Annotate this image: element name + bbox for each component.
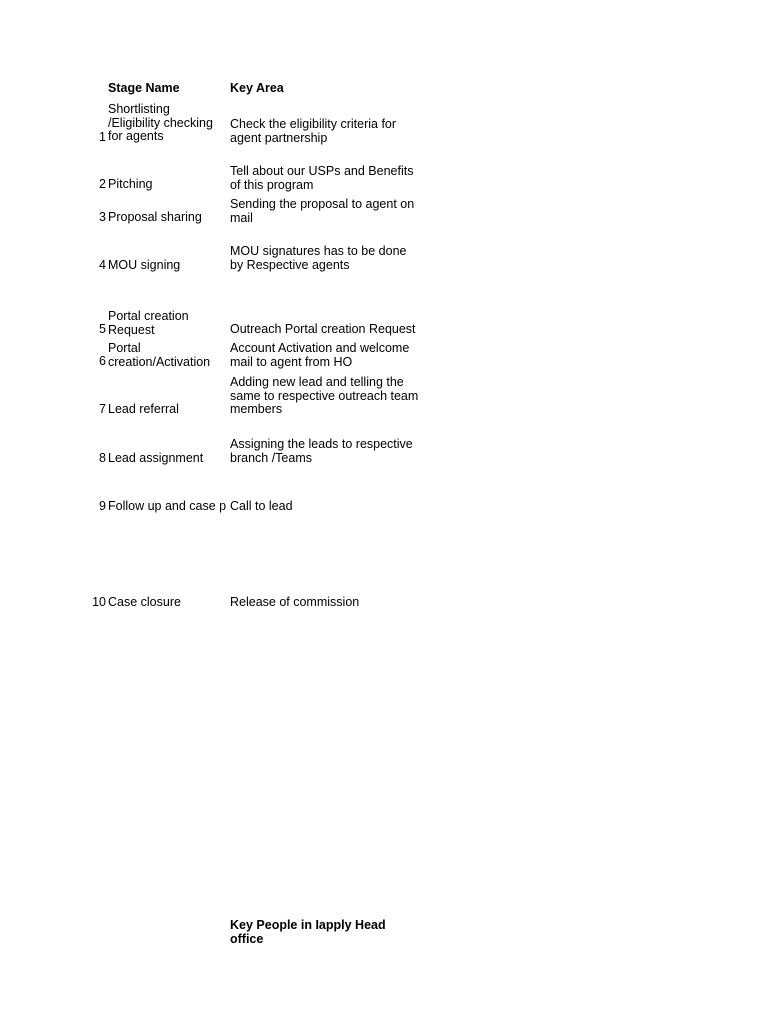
row-4-stage <box>108 259 228 273</box>
row-3-area <box>230 198 430 225</box>
row-1-area-line-2: agent partnership <box>230 130 328 145</box>
row-10-area-line-1: Release of commission <box>230 596 360 609</box>
row-9-stage-line-1: Follow up and case p <box>108 500 227 513</box>
row-8-area-line-2: branch /Teams <box>230 450 312 465</box>
row-1-stage-line-1: Shortlisting <box>108 103 170 116</box>
row-10-number: 10 <box>92 596 106 609</box>
row-8-area <box>230 438 430 465</box>
row-3-number: 3 <box>99 211 106 224</box>
row-2-area <box>230 165 430 192</box>
row-5-area-line-1: Outreach Portal creation Request <box>230 323 416 336</box>
row-6-stage <box>108 342 228 369</box>
key-people-heading <box>230 919 430 946</box>
row-6-stage-line-1: Portal <box>108 342 141 355</box>
row-8-area-line-1: Assigning the leads to respective <box>230 438 413 451</box>
row-1-number: 1 <box>99 131 106 144</box>
row-5-stage-line-1: Portal creation <box>108 310 189 323</box>
row-6-area <box>230 342 430 369</box>
row-7-area <box>230 376 430 417</box>
key-people-line-1: Key People in Iapply Head <box>230 919 386 932</box>
row-2-stage-line-1: Pitching <box>108 178 153 191</box>
row-3-area-line-2: mail <box>230 210 253 225</box>
row-7-area-line-1: Adding new lead and telling the <box>230 376 404 389</box>
row-1-stage-line-2: /Eligibility checking <box>108 115 213 130</box>
row-4-area <box>230 245 430 272</box>
row-4-stage-line-1: MOU signing <box>108 259 181 272</box>
row-3-stage-line-1: Proposal sharing <box>108 211 202 224</box>
row-10-stage <box>108 596 228 610</box>
row-6-number: 6 <box>99 355 106 368</box>
row-1-stage <box>108 103 228 144</box>
row-6-stage-line-2: creation/Activation <box>108 354 211 369</box>
row-7-stage <box>108 403 228 417</box>
row-9-stage <box>108 500 229 514</box>
row-7-area-line-3: members <box>230 402 283 416</box>
row-8-number: 8 <box>99 452 106 465</box>
row-2-area-line-2: of this program <box>230 177 314 192</box>
key-area-header: Key Area <box>230 82 284 95</box>
row-5-number: 5 <box>99 323 106 336</box>
row-2-area-line-1: Tell about our USPs and Benefits <box>230 165 414 178</box>
key-people-line-2: office <box>230 931 264 946</box>
row-3-stage <box>108 211 228 225</box>
row-6-area-line-1: Account Activation and welcome <box>230 342 410 355</box>
row-8-stage <box>108 452 228 466</box>
row-5-stage <box>108 310 228 337</box>
row-3-area-line-1: Sending the proposal to agent on <box>230 198 415 211</box>
row-7-stage-line-1: Lead referral <box>108 403 179 416</box>
row-2-stage <box>108 178 228 192</box>
row-4-area-line-2: by Respective agents <box>230 257 350 272</box>
row-7-number: 7 <box>99 403 106 416</box>
row-7-area-line-2: same to respective outreach team <box>230 388 419 403</box>
row-10-stage-line-1: Case closure <box>108 596 181 609</box>
row-5-stage-line-2: Request <box>108 322 155 337</box>
row-9-area-line-1: Call to lead <box>230 500 293 513</box>
row-1-stage-line-3: for agents <box>108 129 164 143</box>
row-4-number: 4 <box>99 259 106 272</box>
row-1-area <box>230 118 430 145</box>
row-6-area-line-2: mail to agent from HO <box>230 354 353 369</box>
row-4-area-line-1: MOU signatures has to be done <box>230 245 407 258</box>
row-1-area-line-1: Check the eligibility criteria for <box>230 118 397 131</box>
row-8-stage-line-1: Lead assignment <box>108 452 204 465</box>
row-2-number: 2 <box>99 178 106 191</box>
stage-name-header: Stage Name <box>108 82 180 95</box>
row-9-number: 9 <box>99 500 106 513</box>
row-5-area <box>230 323 430 337</box>
row-9-area <box>230 500 430 514</box>
row-10-area <box>230 596 430 610</box>
